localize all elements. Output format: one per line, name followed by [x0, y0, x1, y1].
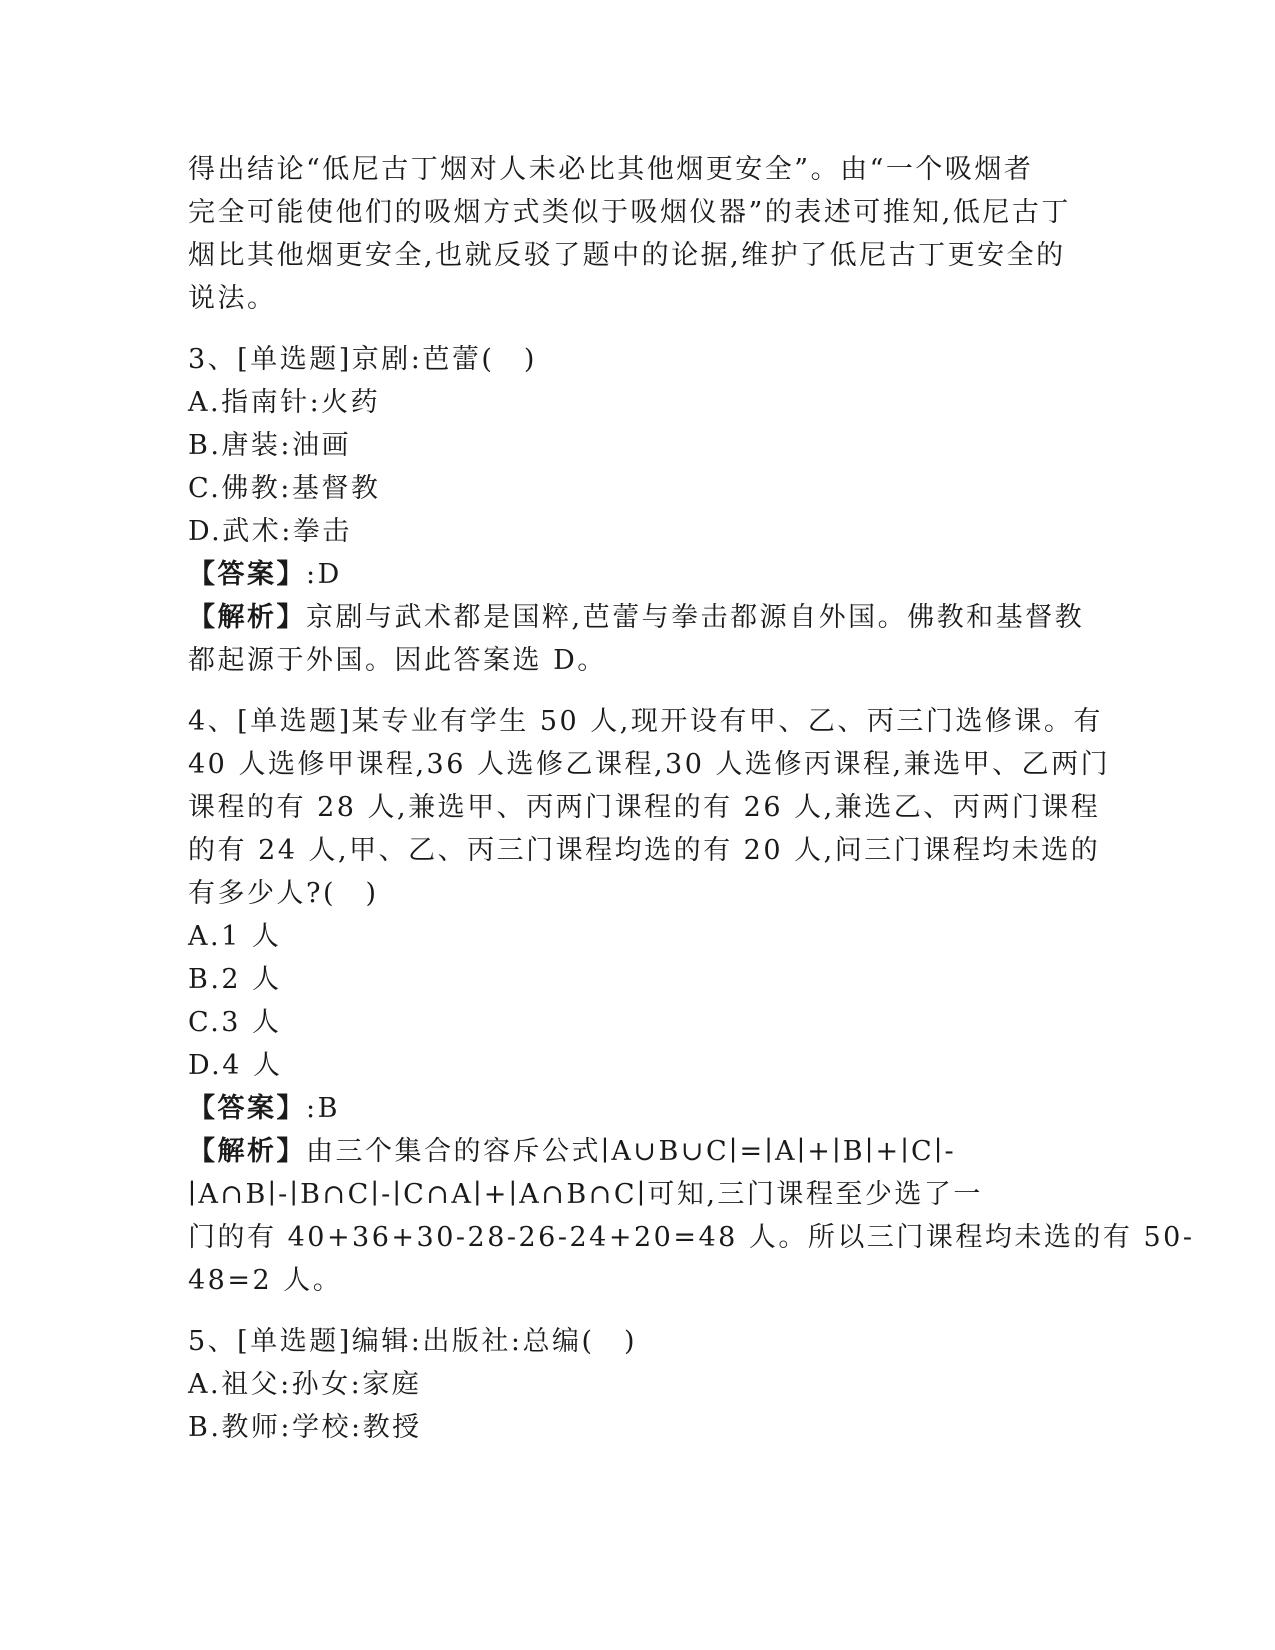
question-5-option-a: A.祖父:孙女:家庭	[188, 1369, 422, 1400]
answer-label: 【答案】	[188, 1093, 306, 1124]
question-4-answer	[188, 1087, 1088, 1130]
question-3-option-b: B.唐装:油画	[188, 430, 352, 461]
question-4-option-a: A.1 人	[188, 921, 282, 952]
question-4-option-b: B.2 人	[188, 964, 282, 995]
intro-line: 得出结论“低尼古丁烟对人未必比其他烟更安全”。由“一个吸烟者	[188, 154, 1034, 185]
question-3-answer	[188, 553, 1088, 596]
question-4	[188, 700, 1195, 1302]
document-page	[188, 148, 1195, 1449]
question-4-stem-line: 有多少人?( )	[188, 878, 379, 909]
explanation-line: 48=2 人。	[188, 1265, 343, 1296]
explanation-line: 京剧与武术都是国粹,芭蕾与拳击都源自外国。佛教和基督教	[306, 602, 1085, 633]
question-5-option-b: B.教师:学校:教授	[188, 1412, 422, 1443]
question-4-stem-line: 4、[单选题]某专业有学生 50 人,现开设有甲、乙、丙三门选修课。有	[188, 706, 1103, 737]
question-4-stem-line: 课程的有 28 人,兼选甲、丙两门课程的有 26 人,兼选乙、丙两门课程	[188, 792, 1101, 823]
question-3-option-d: D.武术:拳击	[188, 516, 352, 547]
question-5	[188, 1320, 1088, 1449]
question-4-explanation	[188, 1130, 1088, 1173]
intro-line: 烟比其他烟更安全,也就反驳了题中的论据,维护了低尼古丁更安全的	[188, 240, 1066, 271]
explanation-line: ∣A∩B∣-∣B∩C∣-∣C∩A∣+∣A∩B∩C∣可知,三门课程至少选了一	[188, 1179, 983, 1210]
explanation-line: 由三个集合的容斥公式∣A∪B∪C∣=∣A∣+∣B∣+∣C∣-	[306, 1136, 957, 1167]
intro-paragraph	[188, 148, 1088, 320]
intro-line: 说法。	[188, 283, 277, 314]
question-4-option-c: C.3 人	[188, 1007, 282, 1038]
question-3-stem: 3、[单选题]京剧:芭蕾( )	[188, 344, 537, 375]
question-5-stem: 5、[单选题]编辑:出版社:总编( )	[188, 1326, 638, 1357]
intro-line: 完全可能使他们的吸烟方式类似于吸烟仪器”的表述可推知,低尼古丁	[188, 197, 1071, 228]
question-4-option-d: D.4 人	[188, 1050, 283, 1081]
question-3	[188, 338, 1088, 682]
explanation-line: 门的有 40+36+30-28-26-24+20=48 人。所以三门课程均未选的有 50-	[188, 1222, 1195, 1253]
question-3-explanation	[188, 596, 1088, 639]
question-3-option-c: C.佛教:基督教	[188, 473, 381, 504]
question-4-stem-line: 40 人选修甲课程,36 人选修乙课程,30 人选修丙课程,兼选甲、乙两门	[188, 749, 1111, 780]
answer-value: :D	[306, 559, 342, 590]
explanation-label: 【解析】	[188, 602, 306, 633]
answer-value: :B	[306, 1093, 340, 1124]
explanation-label: 【解析】	[188, 1136, 306, 1167]
question-4-stem-line: 的有 24 人,甲、乙、丙三门课程均选的有 20 人,问三门课程均未选的	[188, 835, 1101, 866]
answer-label: 【答案】	[188, 559, 306, 590]
explanation-line: 都起源于外国。因此答案选 D。	[188, 645, 607, 676]
question-3-option-a: A.指南针:火药	[188, 387, 381, 418]
